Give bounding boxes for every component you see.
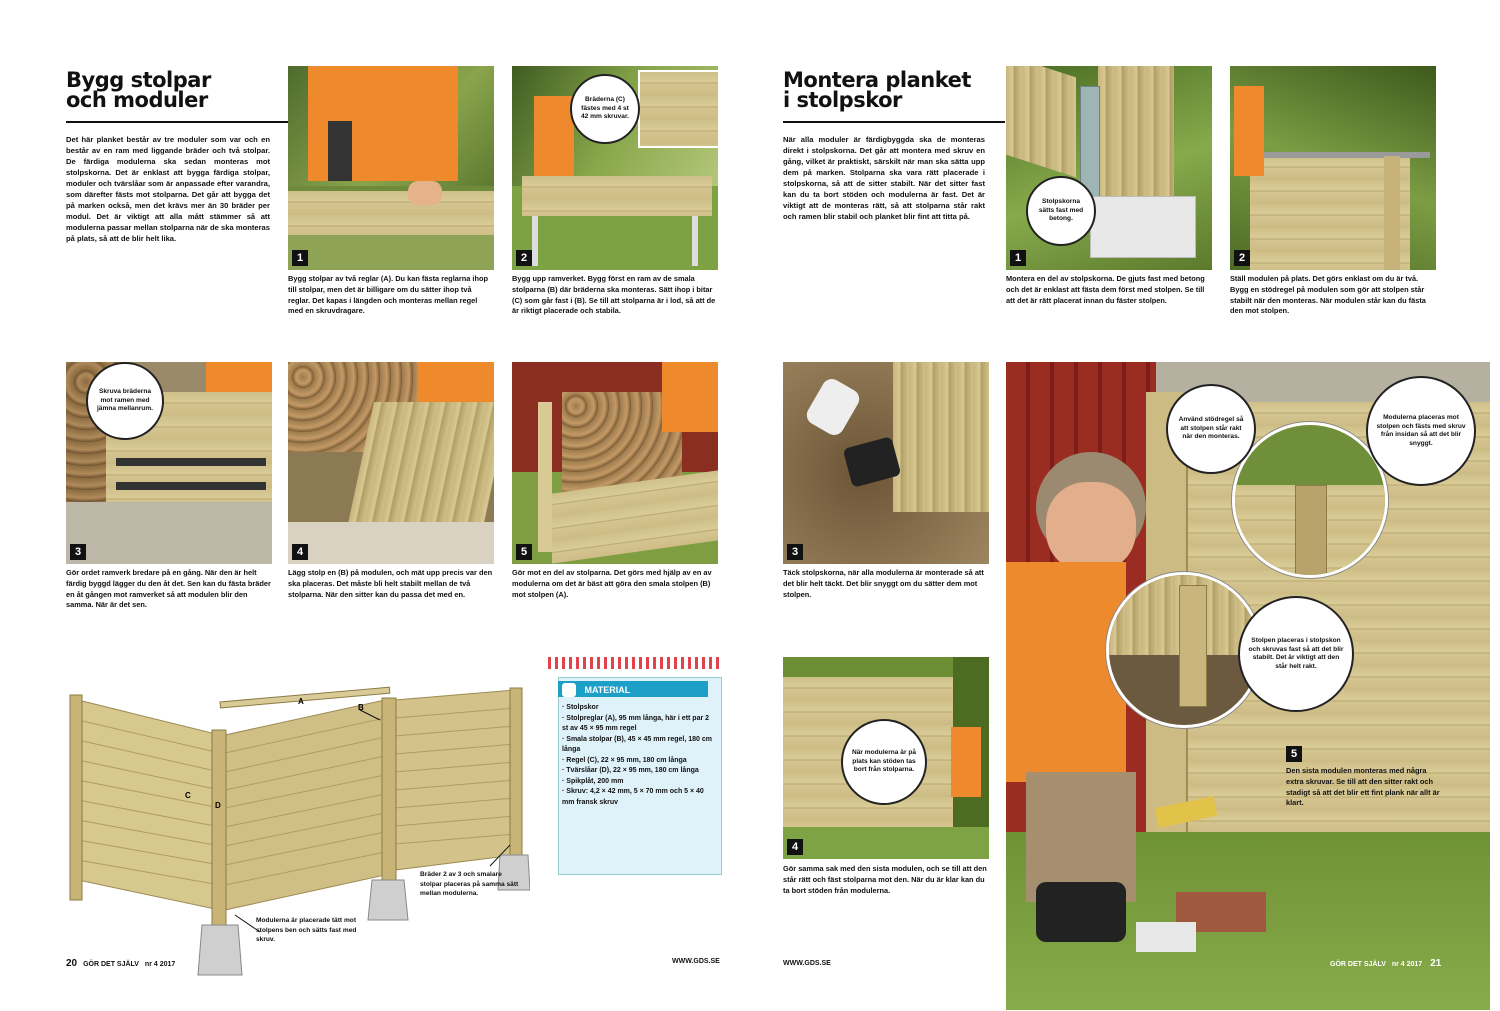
materials-item: · Stolpreglar (A), 95 mm långa, här i ett par 2 st av 45 × 95 mm regel [562,714,710,732]
left-footer-issue: nr 4 2017 [144,961,176,968]
right-title-line-2: i stolpskor [783,88,902,112]
diagram-note-left: Modulerna är placerade tätt mot stolpens ben och sätts fast med skruv. [256,917,357,943]
materials-item: · Stolpskor [562,704,599,711]
step-number-badge: 1 [1010,250,1026,266]
photo-step-5-left [512,362,718,564]
photo-step-2-right [1230,66,1436,270]
step-number-badge: 4 [292,544,308,560]
right-page-title [783,70,1003,110]
photo-step-5-right-large [1006,362,1490,1010]
diagram-letter-a: A [298,697,304,706]
right-page-number: 21 [1430,958,1442,969]
step-number-badge: 3 [787,544,803,560]
photo-step-3-right [783,362,989,564]
materials-item: · Regel (C), 22 × 95 mm, 180 cm långa [562,756,687,764]
step-number-badge: 5 [1286,746,1302,762]
left-footer-url[interactable]: WWW.GDS.SE [672,958,720,965]
photo-step-3-left [66,362,272,564]
left-title-line-2: och moduler [66,88,208,112]
step-5-text-block [1286,746,1446,809]
caption-step-1-right: Montera en del av stolpskorna. De gjuts fast med betong och det är enklast att fästa dem först med stolpen. Se till att det är rätt placerat innan du fäster stolpen. [1006,274,1205,305]
caption-step-5-right: Den sista modulen monteras med några extra skruvar. Se till att den sitter rakt och stadigt så att det blir ett fint plank när allt är klart. [1286,766,1440,808]
step-number-badge: 3 [70,544,86,560]
zoom-inset-top [1232,422,1388,578]
right-title-rule [783,121,1005,123]
caption-step-4-right: Gör samma sak med den sista modulen, och se till att den står rätt och fäst stolparna mot den. När du är klar kan du ta bort stöden från modulerna. [783,864,987,895]
materials-item: · Spikplåt, 200 mm [562,777,624,785]
materials-box [548,657,720,879]
bubble-step-4-right: När modulerna är på plats kan stöden tas bort från stolparna. [841,719,927,805]
bubble-large-top-left: Använd stödregel så att stolpen står rakt när den monteras. [1166,384,1256,474]
caption-step-2-left: Bygg upp ramverket. Bygg först en ram av de smala stolparna (B) där bräderna ska monteras. Sätt ihop i bitar (C) som går fast i (B). Se till att stolparna är i lod, så att de är riktigt placerade och stabila. [512,274,716,316]
bubble-step-2-left: Bräderna (C) fästes med 4 st 42 mm skruvar. [570,74,640,144]
materials-icon [562,683,576,697]
photo-step-4-left [288,362,494,564]
diagram-note-right: Bräder 2 av 3 och smalare stolpar placeras på samma sätt mellan modulerna. [420,871,519,897]
materials-list [562,703,714,808]
step-number-badge: 4 [787,839,803,855]
left-title-rule [66,121,292,123]
bubble-large-bottom-right: Stolpen placeras i stolpskon och skruvas fast så att det blir stabilt. Det är viktigt att den står helt rakt. [1238,596,1354,712]
caption-step-4-left: Lägg stolp en (B) på modulen, och mät upp precis var den ska placeras. Det måste bli helt stabilt mellan de två stolparna. När den sitter kan du passa det med en. [288,568,493,599]
materials-title: MATERIAL [584,684,631,695]
bubble-large-top-right: Modulerna placeras mot stolpen och fästs med skruv från insidan så att det blir snyggt. [1366,376,1476,486]
diagram-letter-c: C [185,791,191,800]
photo-step-1-left [288,66,494,270]
caption-step-5-left: Gör mot en del av stolparna. Det görs med hjälp av en av modulerna om det är bäst att göra den smala stolpen (B) mot stolpen (A). [512,568,712,599]
caption-step-3-right: Täck stolpskorna, när alla modulerna är monterade så att det blir helt täckt. Det blir snyggt om du sätter dem mot stolpen. [783,568,984,599]
bubble-step-1-right: Stolpskorna sätts fast med betong. [1026,176,1096,246]
left-footer-magazine: GÖR DET SJÄLV [83,961,139,968]
right-intro-text: När alla moduler är färdigbyggda ska de monteras direkt i stolpskorna. Det går att montera med skruv en gång, vilket är praktiskt, särskilt när man ska sätta upp dem på marken. Stolparna ska vara rätt placerade i stolpskorna, så att de sitter stabilt. När det sitter fast kan du ta bort stöden och modulerna är fast. Det är viktigt att de monteras rätt, så att stolparna står rakt och ramen blir stabil och planket blir fint att titta på. [783,135,985,221]
step-number-badge: 5 [516,544,532,560]
photo-step-2-left [512,66,718,270]
materials-header [558,681,708,697]
materials-zigzag-border [548,657,720,669]
photo-step-1-right [1006,66,1212,270]
left-intro-text: Det här planket består av tre moduler som var och en består av en ram med liggande bräder och två stolpar. De färdiga modulerna ska sedan monteras mot stolpskorna. Det är enklast att bygga färdiga stolpar, moduler och tvärslåar som är anpassade efter varandra, som därefter fästs mot stolparna. Det går att bygga det på marken också, men det krävs mer än 30 bräder per modul. Det är viktigt att alla mått stämmer så att modulerna passar mellan stolparna när de ska monteras på plats, så att de blir helt lika. [66,135,270,243]
materials-item: · Skruv: 4,2 × 42 mm, 5 × 70 mm och 5 × 40 mm fransk skruv [562,788,704,806]
right-footer-magazine: GÖR DET SJÄLV [1330,961,1386,968]
step-number-badge: 2 [516,250,532,266]
step-number-badge: 2 [1234,250,1250,266]
caption-step-2-right: Ställ modulen på plats. Det görs enklast om du är två. Bygg en stödregel på modulen som gör att stolpen står stabilt när den monteras. När modulen står kan du fästa den mot stolpen. [1230,274,1426,316]
diagram-letter-b: B [358,703,364,712]
left-footer [66,958,726,969]
left-title-line-1: Bygg stolpar [66,68,211,92]
caption-step-3-left: Gör ordet ramverk bredare på en gång. När den är helt färdig byggd lägger du den åt det. Sen kan du fästa bräder en åt gången mot ramverket så att modulen blir den samma. När är det sen. [66,568,271,610]
right-footer [1330,958,1441,969]
fence-diagram [60,680,530,980]
materials-item: · Smala stolpar (B), 45 × 45 mm regel, 180 cm långa [562,735,712,753]
left-page-title [66,70,276,110]
left-page-number: 20 [66,958,78,969]
diagram-letter-d: D [215,801,221,810]
bubble-step-3-left: Skruva bräderna mot ramen med jämna mellanrum. [86,362,164,440]
right-footer-url[interactable]: WWW.GDS.SE [783,960,831,967]
right-footer-issue: nr 4 2017 [1391,961,1423,968]
materials-item: · Tvärslåar (D), 22 × 95 mm, 180 cm långa [562,767,699,774]
right-title-line-1: Montera planket [783,68,971,92]
caption-step-1-left: Bygg stolpar av två reglar (A). Du kan fästa reglarna ihop till stolpar, men det är billigare om du sätter ihop två reglar. Det kapas i längden och monteras mellan regel med en skruvdragare. [288,274,489,316]
photo-step-4-right [783,657,989,859]
step-number-badge: 1 [292,250,308,266]
